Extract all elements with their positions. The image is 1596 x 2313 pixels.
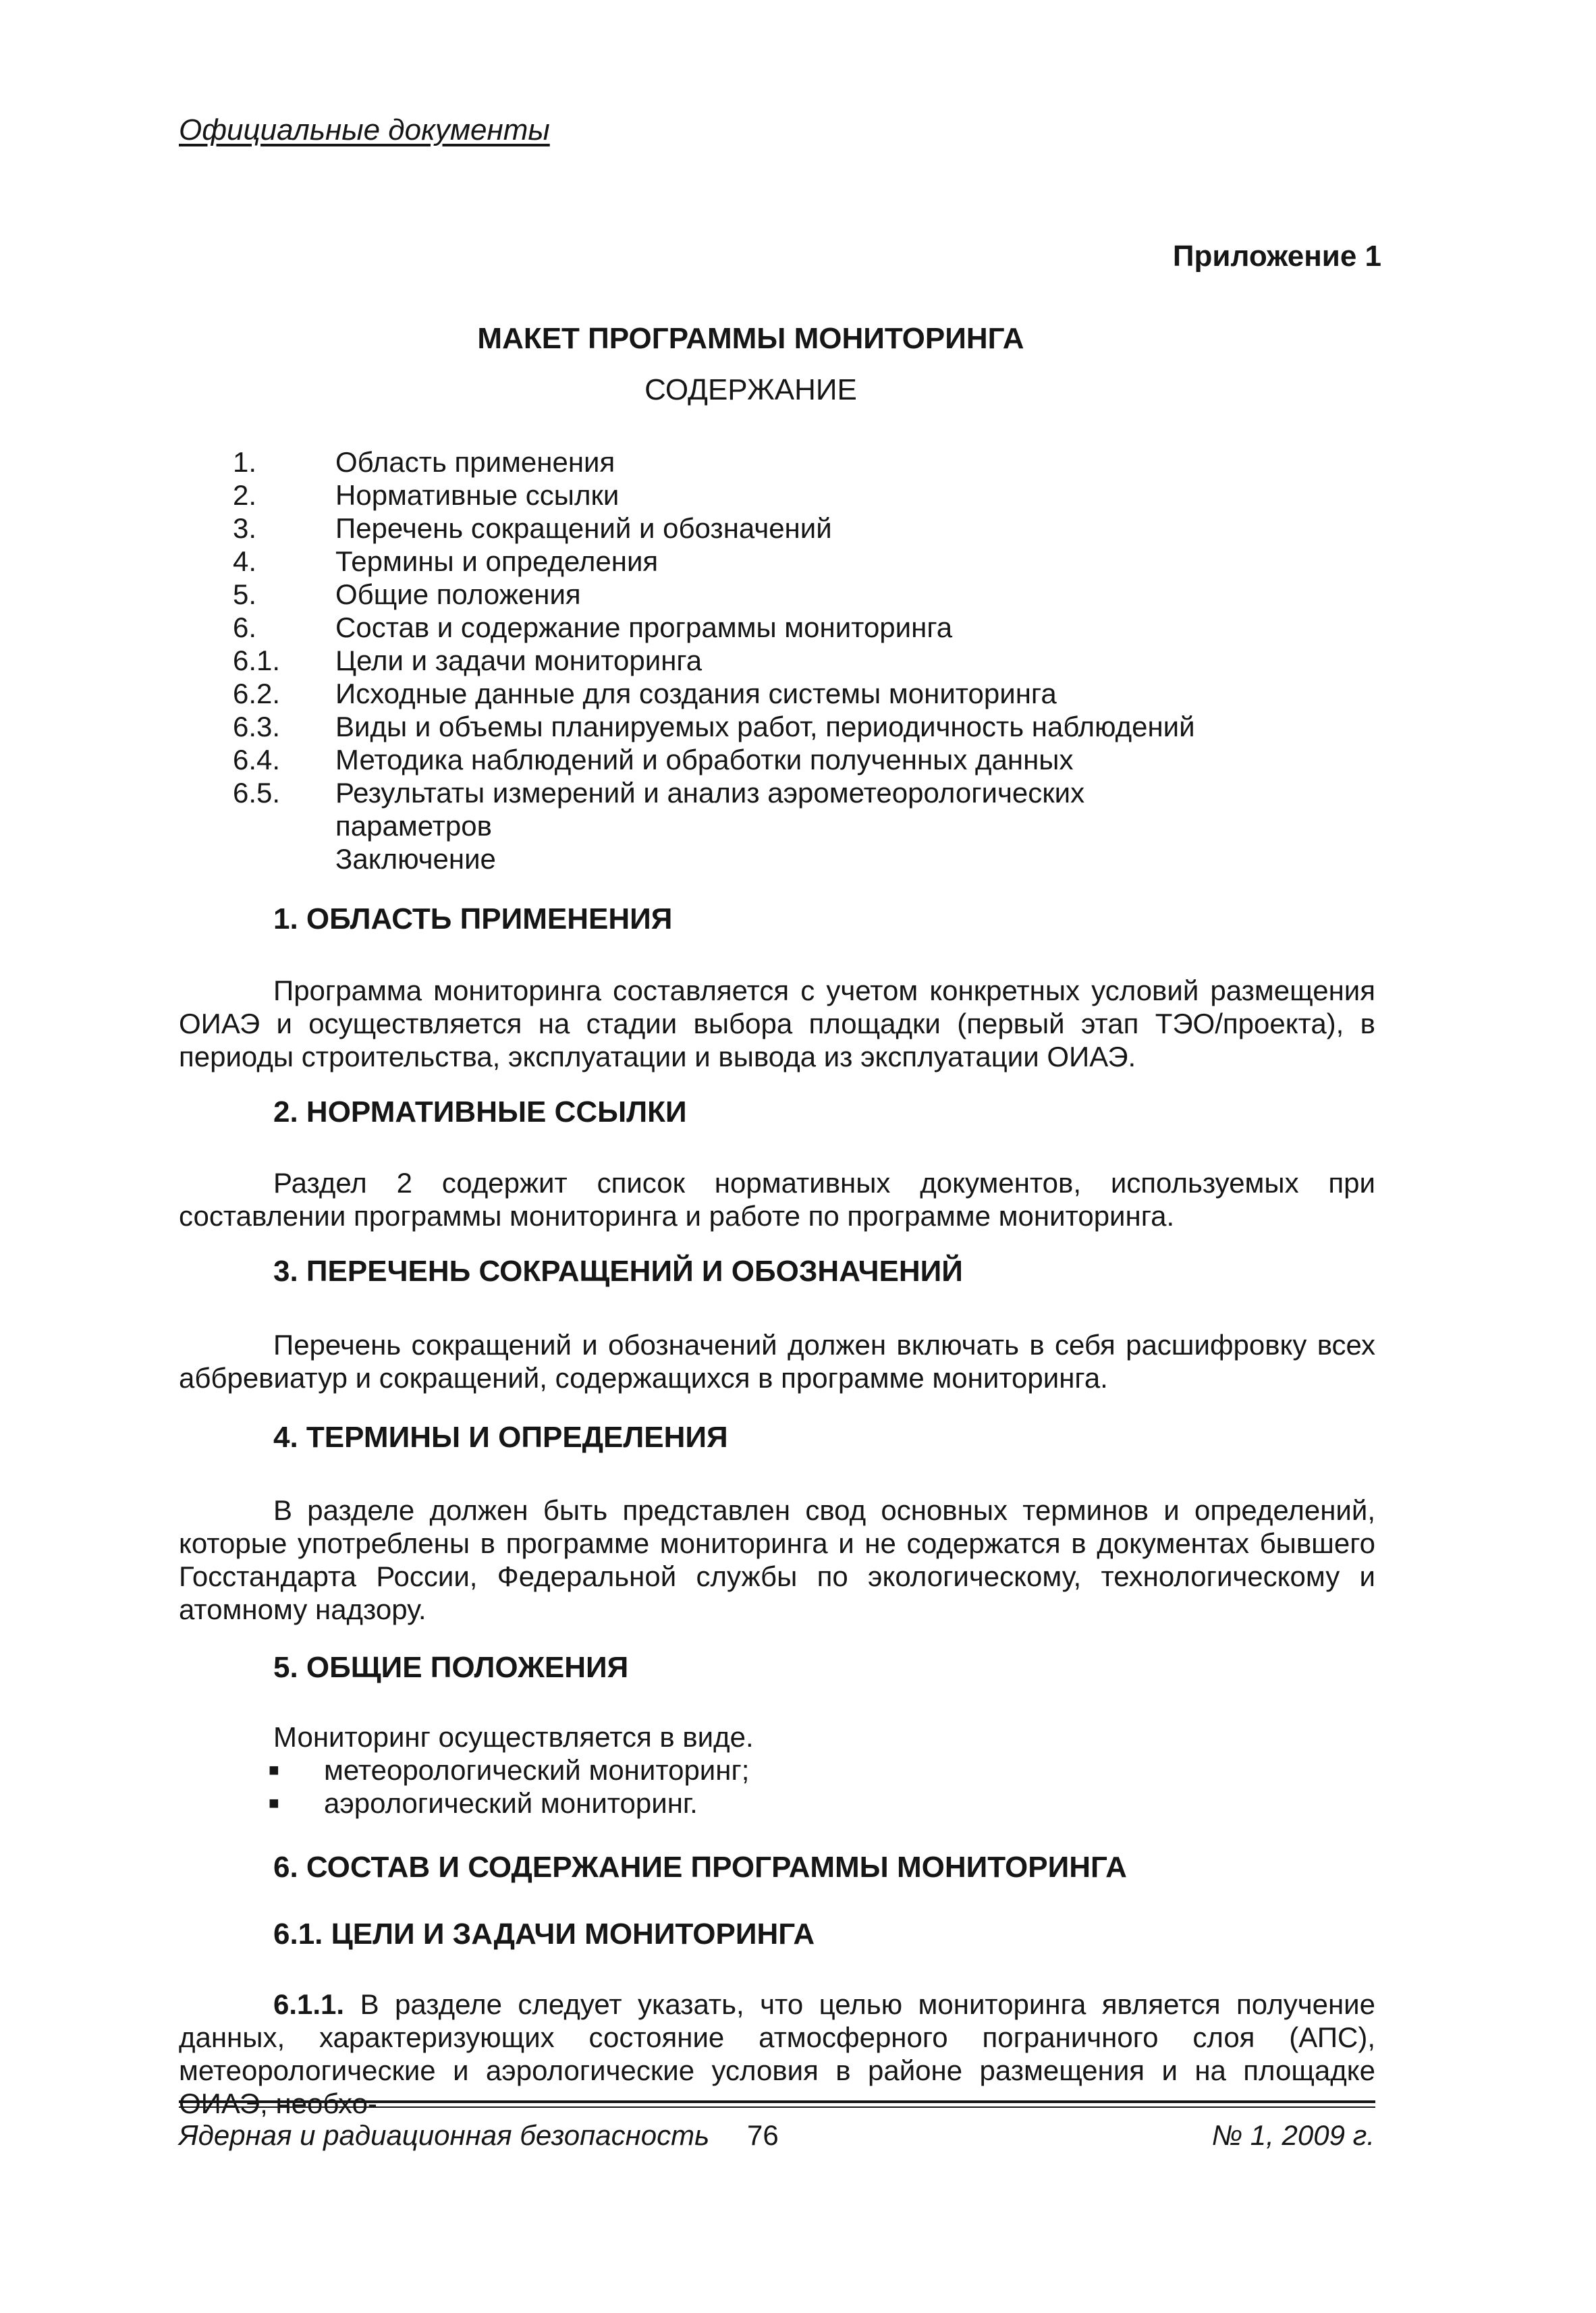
toc-item-text: Состав и содержание программы мониторинга — [335, 611, 953, 643]
toc-item-text: Методика наблюдений и обработки полученных данных — [335, 744, 1074, 775]
toc-item-number: 3. — [233, 512, 257, 544]
toc-item-number: 6.2. — [233, 678, 281, 709]
toc-item-text: Нормативные ссылки — [335, 479, 620, 511]
section-heading: 5. ОБЩИЕ ПОЛОЖЕНИЯ — [273, 1651, 629, 1684]
toc-item-number: 6.3. — [233, 711, 281, 742]
section-heading: 3. ПЕРЕЧЕНЬ СОКРАЩЕНИЙ И ОБОЗНАЧЕНИЙ — [273, 1255, 963, 1288]
toc-item — [233, 479, 1448, 512]
toc-item — [233, 644, 1448, 677]
toc-item — [233, 677, 1448, 710]
toc-item-number: 2. — [233, 479, 257, 511]
toc-conclusion: Заключение — [335, 843, 496, 875]
toc-item-number: 6. — [233, 611, 257, 643]
bullet-icon: ■ — [269, 1793, 279, 1813]
section-heading: 1. ОБЛАСТЬ ПРИМЕНЕНИЯ — [273, 902, 673, 935]
toc-item-text: Исходные данные для создания системы мониторинга — [335, 678, 1057, 709]
page-number: 76 — [747, 2119, 779, 2151]
toc-item-continuation: параметров — [335, 810, 492, 842]
section-heading: 4. ТЕРМИНЫ И ОПРЕДЕЛЕНИЯ — [273, 1421, 728, 1454]
contents-title: СОДЕРЖАНИЕ — [644, 373, 857, 406]
issue-info: № 1, 2009 г. — [1211, 2119, 1375, 2151]
toc-item-number: 1. — [233, 446, 257, 478]
toc-item-text: Результаты измерений и анализ аэрометеорологических — [335, 777, 1085, 809]
toc-item — [233, 545, 1448, 578]
subsection-heading: 6.1. ЦЕЛИ И ЗАДАЧИ МОНИТОРИНГА — [273, 1917, 815, 1951]
toc-item-text: Термины и определения — [335, 545, 659, 577]
toc-item — [233, 743, 1448, 776]
toc-item-text: Общие положения — [335, 578, 581, 610]
toc-item-number: 6.4. — [233, 744, 281, 775]
footer-rule — [179, 2100, 1375, 2103]
toc-item-text: Виды и объемы планируемых работ, периодичность наблюдений — [335, 711, 1195, 742]
toc-item-number: 6.5. — [233, 777, 281, 809]
bullet-icon: ■ — [269, 1760, 279, 1780]
toc-item-number: 5. — [233, 578, 257, 610]
section-paragraph: В разделе должен быть представлен свод основных терминов и определений, которые употреблены в программе мониторинга и не содержатся в документах бывшего Госстандарта России, Федеральной службы по экологическому, технологическому и атомному надзору. — [179, 1494, 1375, 1625]
section-paragraph: Программа мониторинга составляется с учетом конкретных условий размещения ОИАЭ и осуществляется на стадии выбора площадки (первый этап ТЭО/проекта), в периоды строительства, эксплуатации и вывода из эксплуатации ОИАЭ. — [179, 975, 1375, 1072]
toc-item — [233, 578, 1448, 611]
table-of-contents — [233, 445, 1448, 875]
footer-rule-thin — [179, 2106, 1375, 2108]
section-intro: Мониторинг осуществляется в виде. — [273, 1721, 754, 1753]
clause-number: 6.1.1. — [273, 1988, 345, 2020]
journal-name: Ядерная и радиационная безопасность — [179, 2119, 710, 2151]
toc-item-text: Перечень сокращений и обозначений — [335, 512, 832, 544]
section-paragraph: Перечень сокращений и обозначений должен включать в себя расшифровку всех аббревиатур и сокращений, содержащихся в программе мониторинга. — [179, 1329, 1375, 1394]
section-paragraph: Раздел 2 содержит список нормативных документов, используемых при составлении программы мониторинга и работе по программе мониторинга. — [179, 1167, 1375, 1232]
clause-text: В разделе следует указать, что целью мониторинга является получение данных, характеризующих состояние атмосферного пограничного слоя (АПС), метеорологические и аэрологические условия в районе размещения и на площадке ОИАЭ, необхо- — [179, 1988, 1375, 2119]
list-item — [269, 1787, 698, 1820]
section-heading: 2. НОРМАТИВНЫЕ ССЫЛКИ — [273, 1095, 687, 1128]
toc-item-number: 6.1. — [233, 645, 281, 676]
toc-item-text: Цели и задачи мониторинга — [335, 645, 703, 676]
list-item-text: аэрологический мониторинг. — [324, 1787, 698, 1819]
toc-item — [233, 445, 1448, 479]
toc-item-number: 4. — [233, 545, 257, 577]
list-item-text: метеорологический мониторинг; — [324, 1754, 750, 1786]
toc-item — [233, 710, 1448, 743]
running-header: Официальные документы — [179, 113, 550, 146]
toc-item — [233, 611, 1448, 644]
toc-item-text: Область применения — [335, 446, 615, 478]
toc-item — [233, 776, 1448, 809]
list-item — [269, 1753, 749, 1787]
appendix-label: Приложение 1 — [1172, 240, 1381, 273]
document-title: МАКЕТ ПРОГРАММЫ МОНИТОРИНГА — [477, 322, 1024, 355]
toc-item — [233, 512, 1448, 545]
section-heading: 6. СОСТАВ И СОДЕРЖАНИЕ ПРОГРАММЫ МОНИТОРИНГА — [273, 1851, 1127, 1884]
